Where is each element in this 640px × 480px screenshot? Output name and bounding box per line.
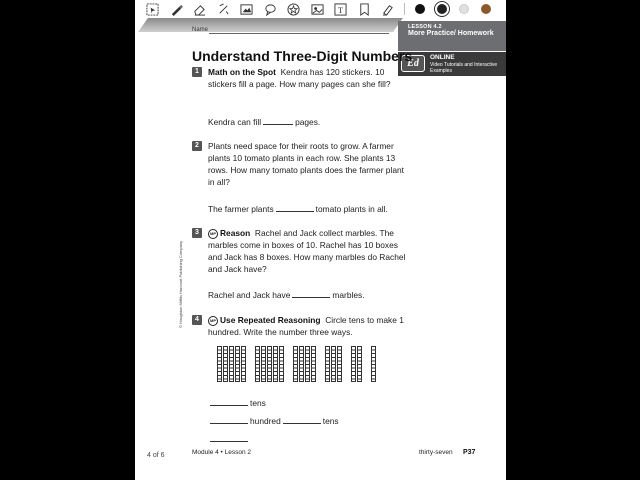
answer-3-blank[interactable] — [292, 297, 330, 298]
question-1-text — [208, 66, 408, 90]
question-1-body: Kendra has 120 stickers. 10 stickers fill a page. How many pages can she fill? — [208, 67, 391, 89]
lesson-title: More Practice/ Homework — [408, 30, 494, 37]
tens-rod[interactable] — [217, 346, 222, 382]
toolbar-divider — [404, 3, 405, 15]
pen-icon[interactable] — [165, 1, 189, 17]
tens-rod[interactable] — [325, 346, 330, 382]
question-1-number: 1 — [192, 67, 202, 77]
tens-rod[interactable] — [305, 346, 310, 382]
eraser-icon[interactable] — [188, 1, 212, 17]
answer-4-hundred-blank[interactable] — [210, 423, 248, 424]
tens-rod[interactable] — [273, 346, 278, 382]
answer-4-hundred-label: hundred — [250, 416, 281, 426]
tens-rod[interactable] — [267, 346, 272, 382]
question-3-heading: Reason — [220, 228, 251, 238]
question-2-answer — [208, 204, 388, 214]
question-3-body: Rachel and Jack collect marbles. The marbles come in boxes of 10. Rachel has 10 boxes and Jack has 8 boxes. How many marbles do Rachel and Jack have? — [208, 228, 406, 274]
answer-2-suffix: tomato plants in all. — [315, 204, 388, 214]
answer-3-prefix: Rachel and Jack have — [208, 290, 291, 300]
highlighter-icon[interactable] — [376, 1, 400, 17]
answer-3-suffix: marbles. — [332, 290, 365, 300]
question-3-text — [208, 227, 408, 275]
online-subtitle: Video Tutorials and Interactive Examples — [430, 62, 498, 74]
mp-badge-icon: MP — [208, 316, 218, 326]
answer-4-tens2-blank[interactable] — [283, 423, 321, 424]
name-field-line[interactable] — [209, 33, 389, 34]
color-swatch-black[interactable] — [415, 4, 425, 14]
tens-rod[interactable] — [223, 346, 228, 382]
photo-icon[interactable] — [306, 1, 330, 17]
tens-rod[interactable] — [371, 346, 376, 382]
app-window — [135, 0, 506, 480]
module-label: Module 4 • Lesson 2 — [192, 449, 252, 456]
copyright-text: © Houghton Mifflin Harcourt Publishing Company — [178, 240, 183, 328]
ed-logo-icon: Ed — [401, 55, 425, 72]
question-4-answer-number — [208, 434, 250, 444]
worksheet-page[interactable] — [135, 18, 506, 480]
question-4-number: 4 — [192, 315, 202, 325]
color-swatch-white[interactable] — [459, 4, 469, 14]
question-4-text — [208, 314, 408, 338]
star-icon[interactable] — [282, 1, 306, 17]
shapes-icon[interactable] — [259, 1, 283, 17]
question-3-number: 3 — [192, 228, 202, 238]
color-swatch-brown[interactable] — [481, 4, 491, 14]
page-counter: 4 of 6 — [147, 452, 165, 459]
answer-4-tens-blank[interactable] — [210, 405, 248, 406]
annotation-toolbar — [135, 0, 506, 18]
page-code: P37 — [463, 449, 476, 456]
answer-4-number-blank[interactable] — [210, 441, 248, 442]
tens-rod[interactable] — [337, 346, 342, 382]
lesson-box — [398, 21, 506, 51]
question-4-heading: Use Repeated Reasoning — [220, 315, 321, 325]
answer-2-blank[interactable] — [276, 211, 314, 212]
question-1-heading: Math on the Spot — [208, 67, 276, 77]
image-icon[interactable] — [235, 1, 259, 17]
tens-rod[interactable] — [255, 346, 260, 382]
answer-1-prefix: Kendra can fill — [208, 117, 262, 127]
tens-rod[interactable] — [293, 346, 298, 382]
color-swatch-selected[interactable] — [437, 4, 447, 14]
answer-1-blank[interactable] — [263, 124, 293, 125]
tens-rod[interactable] — [299, 346, 304, 382]
tens-rod[interactable] — [357, 346, 362, 382]
tens-rod[interactable] — [331, 346, 336, 382]
tens-rod[interactable] — [351, 346, 356, 382]
page-word: thirty-seven — [419, 449, 453, 456]
question-3-answer — [208, 290, 365, 300]
tens-rod[interactable] — [279, 346, 284, 382]
tens-rod[interactable] — [229, 346, 234, 382]
question-2-number: 2 — [192, 141, 202, 151]
question-2-text: Plants need space for their roots to grow. A farmer plants 10 tomato plants in each row. She plants 13 rows. How many tomato plants does the farmer plant in all? — [208, 141, 404, 187]
tens-rod[interactable] — [241, 346, 246, 382]
question-1-answer — [208, 117, 320, 127]
text-icon[interactable] — [329, 1, 353, 17]
tens-rod[interactable] — [261, 346, 266, 382]
question-4-answer-tens — [208, 398, 266, 408]
answer-1-suffix: pages. — [295, 117, 321, 127]
mp-badge-icon: MP — [208, 229, 218, 239]
svg-text:T: T — [338, 5, 344, 15]
question-4-body: Circle tens to make 1 hundred. Write the number three ways. — [208, 315, 404, 337]
online-box — [398, 52, 506, 76]
bookmark-icon[interactable] — [353, 1, 377, 17]
lasso-icon[interactable] — [212, 1, 236, 17]
tens-rod[interactable] — [311, 346, 316, 382]
name-label: Name — [192, 27, 209, 33]
answer-4-tens-label: tens — [250, 398, 266, 408]
select-icon[interactable] — [141, 1, 165, 17]
answer-2-prefix: The farmer plants — [208, 204, 274, 214]
answer-4-tens2-label: tens — [322, 416, 339, 426]
question-4-answer-hundred — [208, 416, 339, 426]
tens-rod[interactable] — [235, 346, 240, 382]
online-title: ONLINE — [430, 54, 455, 61]
header-stripe — [138, 18, 403, 32]
lesson-number: LESSON 4.2 — [408, 24, 442, 30]
page-title: Understand Three-Digit Numbers — [192, 48, 413, 64]
